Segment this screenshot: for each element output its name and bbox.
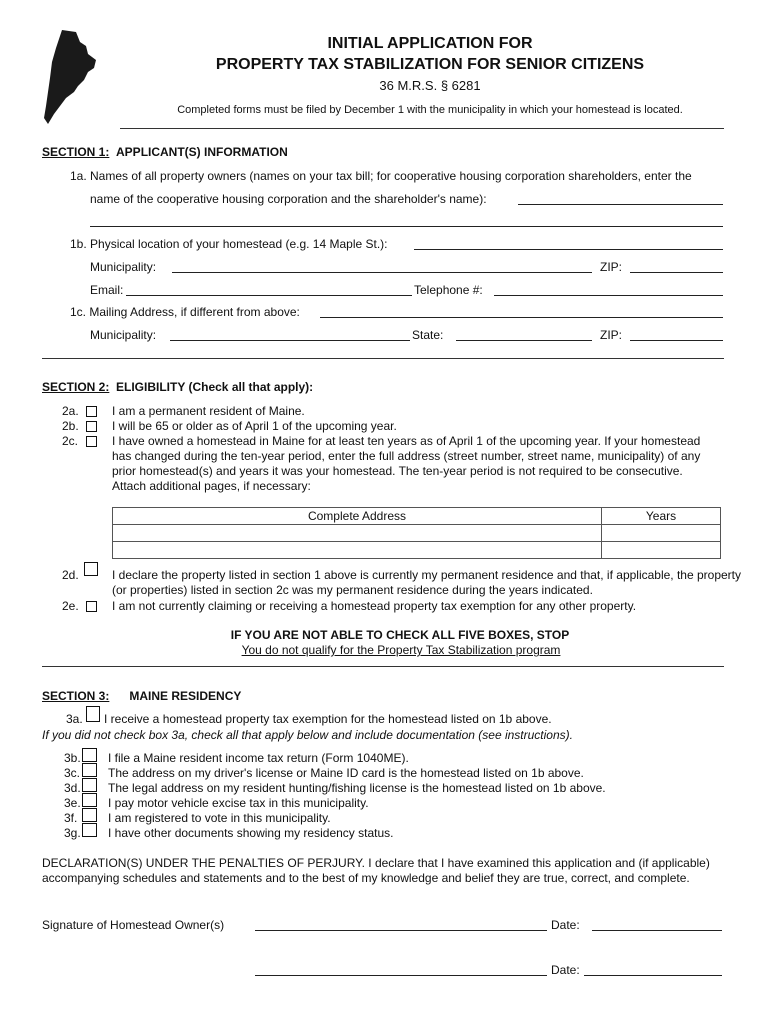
checkbox-3g[interactable] <box>82 823 97 837</box>
checkbox-2b[interactable] <box>86 421 97 432</box>
checkbox-3f[interactable] <box>82 808 97 822</box>
checkbox-2d[interactable] <box>84 562 98 576</box>
telephone-field[interactable] <box>494 283 723 296</box>
section3-title: MAINE RESIDENCY <box>129 689 242 703</box>
owner-names-field-line2[interactable] <box>90 214 723 227</box>
section3-number: SECTION 3: <box>42 689 110 703</box>
header-divider <box>120 128 724 129</box>
checkbox-3c[interactable] <box>82 763 97 777</box>
item-3d-text: The legal address on my resident hunting/fishing license is the homestead listed on 1b above. <box>108 781 606 795</box>
item-3g-text: I have other documents showing my residency status. <box>108 826 394 840</box>
item-3a-label: 3a. <box>66 712 83 726</box>
stop-warning: IF YOU ARE NOT ABLE TO CHECK ALL FIVE BOXES, STOP <box>230 628 570 642</box>
section1-heading <box>42 145 288 160</box>
section1-divider <box>42 358 724 359</box>
item-2e-label: 2e. <box>62 599 79 613</box>
owner-names-field[interactable] <box>518 192 723 205</box>
item-3f-label: 3f. <box>64 811 78 825</box>
section2-number: SECTION 2: <box>42 380 110 394</box>
perjury-declaration: DECLARATION(S) UNDER THE PENALTIES OF PERJURY. I declare that I have examined this application and (if applicable) accompanying schedules and statements and to the best of my knowledge and belief they are true, correct, and complete. <box>42 856 710 885</box>
mailing-address-field[interactable] <box>320 305 723 318</box>
item-2c-text: I have owned a homestead in Maine for at least ten years as of April 1 of the upcoming year. If your homestead has changed during the ten-year period, enter the full address (street number, street name, municipality) of any prior homestead(s) and years it was your homestead. The ten-year period is not required to be consecutive. Attach additional pages, if necessary: <box>112 434 701 493</box>
section2-divider <box>42 666 724 667</box>
date-field-1[interactable] <box>592 918 722 931</box>
item-3e-text: I pay motor vehicle excise tax in this municipality. <box>108 796 369 810</box>
item-2b-text: I will be 65 or older as of April 1 of the upcoming year. <box>112 419 397 433</box>
item-3d-label: 3d. <box>64 781 81 795</box>
statute-reference: 36 M.R.S. § 6281 <box>379 78 481 93</box>
zip-label: ZIP: <box>600 260 623 274</box>
signature-label: Signature of Homestead Owner(s) <box>42 918 225 932</box>
section1-number: SECTION 1: <box>42 145 110 159</box>
checkbox-3a[interactable] <box>86 706 100 722</box>
date-field-2[interactable] <box>584 963 722 976</box>
years-cell-1[interactable] <box>602 525 721 542</box>
zip-field[interactable] <box>630 260 723 273</box>
mailing-municipality-label: Municipality: <box>90 328 157 342</box>
municipality-field[interactable] <box>172 260 592 273</box>
not-qualify-note: You do not qualify for the Property Tax Stabilization program <box>241 643 561 657</box>
checkbox-3e[interactable] <box>82 793 97 807</box>
telephone-label: Telephone #: <box>414 283 483 297</box>
years-cell-2[interactable] <box>602 542 721 559</box>
item-3b-text: I file a Maine resident income tax return (Form 1040ME). <box>108 751 409 765</box>
table-row <box>113 525 721 542</box>
section3-instruction: If you did not check box 3a, check all that apply below and include documentation (see instructions). <box>42 728 573 742</box>
section2-title: ELIGIBILITY (Check all that apply): <box>116 380 314 394</box>
signature-field-2[interactable] <box>255 963 547 976</box>
section2-heading <box>42 380 313 395</box>
item-2d-text: I declare the property listed in section 1 above is currently my permanent residence and that, if applicable, the property (or properties) listed in section 2c was my permanent residence during the years indicated. <box>112 568 742 597</box>
physical-location-field[interactable] <box>414 237 723 250</box>
signature-field-1[interactable] <box>255 918 547 931</box>
item-2d-label: 2d. <box>62 568 79 582</box>
item-3c-text: The address on my driver's license or Maine ID card is the homestead listed on 1b above. <box>108 766 584 780</box>
date-label-1: Date: <box>551 918 580 932</box>
prior-homestead-table <box>112 507 721 559</box>
table-row <box>113 542 721 559</box>
checkbox-3b[interactable] <box>82 748 97 762</box>
mailing-municipality-field[interactable] <box>170 328 410 341</box>
checkbox-2e[interactable] <box>86 601 97 612</box>
checkbox-2c[interactable] <box>86 436 97 447</box>
form-title-line2: PROPERTY TAX STABILIZATION FOR SENIOR CITIZENS <box>215 56 645 73</box>
q1a-label-line2: name of the cooperative housing corporation and the shareholder's name): <box>90 192 487 206</box>
table-header-address: Complete Address <box>113 508 602 525</box>
section1-title: APPLICANT(S) INFORMATION <box>116 145 288 159</box>
mailing-zip-label: ZIP: <box>600 328 623 342</box>
address-cell-2[interactable] <box>113 542 602 559</box>
mailing-zip-field[interactable] <box>630 328 723 341</box>
q1b-label: 1b. Physical location of your homestead (e.g. 14 Maple St.): <box>70 237 388 251</box>
email-label: Email: <box>90 283 124 297</box>
item-2a-label: 2a. <box>62 404 79 418</box>
item-2b-label: 2b. <box>62 419 79 433</box>
form-title-line1: INITIAL APPLICATION FOR <box>327 35 533 52</box>
municipality-label: Municipality: <box>90 260 157 274</box>
item-3a-text: I receive a homestead property tax exemption for the homestead listed on 1b above. <box>104 712 552 726</box>
item-2c-label: 2c. <box>62 434 79 448</box>
item-3b-label: 3b. <box>64 751 81 765</box>
date-label-2: Date: <box>551 963 580 977</box>
state-field[interactable] <box>456 328 592 341</box>
email-field[interactable] <box>126 283 412 296</box>
item-3c-label: 3c. <box>64 766 81 780</box>
filing-note: Completed forms must be filed by December 1 with the municipality in which your homestead is located. <box>177 104 683 116</box>
item-2e-text: I am not currently claiming or receiving a homestead property tax exemption for any other property. <box>112 599 637 613</box>
state-label: State: <box>412 328 444 342</box>
section3-heading <box>42 689 241 704</box>
item-3f-text: I am registered to vote in this municipality. <box>108 811 331 825</box>
item-2a-text: I am a permanent resident of Maine. <box>112 404 305 418</box>
q1c-label: 1c. Mailing Address, if different from above: <box>70 305 300 319</box>
checkbox-3d[interactable] <box>82 778 97 792</box>
item-3e-label: 3e. <box>64 796 81 810</box>
q1a-label-line1: 1a. Names of all property owners (names on your tax bill; for cooperative housing corporation shareholders, enter the <box>70 169 692 183</box>
table-header-row <box>113 508 721 525</box>
table-header-years: Years <box>602 508 721 525</box>
item-3g-label: 3g. <box>64 826 81 840</box>
checkbox-2a[interactable] <box>86 406 97 417</box>
address-cell-1[interactable] <box>113 525 602 542</box>
